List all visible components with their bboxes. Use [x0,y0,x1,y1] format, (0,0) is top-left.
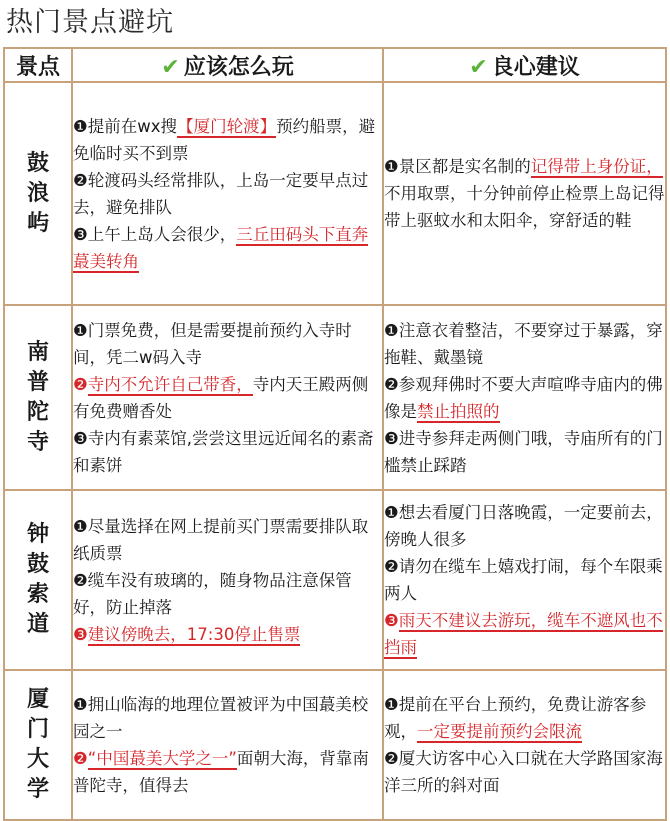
tip-item: ❶提前在平台上预约，免费让游客参观，一定要提前预约会限流 [384,695,647,741]
tip-item: ❸进寺参拜走两侧门哦，寺庙所有的门槛禁止踩踏 [384,428,663,475]
tip-item: ❶门票免费，但是需要提前预约入寺时间，凭二w码入寺 [73,320,352,367]
tip-item: ❶注意衣着整洁，不要穿过于暴露，穿拖鞋、戴墨镜 [384,320,663,367]
table-row [4,490,666,670]
tip-item: ❷厦大访客中心入口就在大学路国家海洋三所的斜对面 [384,749,663,795]
header-advice: ✔ 良心建议 [383,48,666,82]
tip-item: ❸雨天不建议去游玩，缆车不遮风也不挡雨 [384,611,663,657]
tip-item: ❷请勿在缆车上嬉戏打闹，每个车限乘两人 [384,557,663,603]
tip-item: ❸上午上岛人会很少，三丘田码头下直奔蕞美转角 [73,224,369,271]
tip-item: ❸寺内有素菜馆,尝尝这里远近闻名的素斋和素饼 [73,428,374,475]
advice-cell [383,670,666,820]
tip-item: ❶尽量选择在网上提前买门票需要排队取纸质票 [73,516,369,563]
table-row [4,82,666,305]
spot-name: 鼓 浪 屿 [4,82,72,305]
table-row [4,670,666,820]
check-icon: ✔ [469,54,488,80]
how-cell [72,305,383,490]
tip-item: ❷参观拜佛时不要大声喧哗寺庙内的佛像是禁止拍照的 [384,374,663,421]
tip-item: ❷“中国蕞美大学之一”面朝大海，背靠南普陀寺，值得去 [73,749,369,795]
how-cell [72,82,383,305]
tip-item: ❶提前在wx搜【厦门轮渡】预约船票，避免临时买不到票 [73,116,376,163]
tip-item: ❷缆车没有玻璃的，随身物品注意保管好，防止掉落 [73,570,352,617]
advice-cell [383,490,666,670]
check-icon: ✔ [161,54,180,80]
how-cell [72,670,383,820]
table-row [4,305,666,490]
spot-name: 南 普 陀 寺 [4,305,72,490]
tip-item: ❷轮渡码头经常排队，上岛一定要早点过去，避免排队 [73,170,369,217]
header-spot: 景点 [4,48,72,82]
page-title: 热门景点避坑 [6,7,174,38]
advice-cell [383,82,666,305]
attractions-table [3,47,667,821]
spot-name: 钟 鼓 索 道 [4,490,72,670]
tip-item: ❸建议傍晚去，17:30停止售票 [73,624,301,644]
advice-cell [383,305,666,490]
tip-item: ❶景区都是实名制的记得带上身份证，不用取票，十分钟前停止检票上岛记得带上驱蚊水和太阳伞，穿舒适的鞋 [384,157,665,230]
tip-item: ❶拥山临海的地理位置被评为中国蕞美校园之一 [73,695,369,741]
spot-name: 厦 门 大 学 [4,670,72,820]
header-how: ✔ 应该怎么玩 [72,48,383,82]
how-cell [72,490,383,670]
tip-item: ❷寺内不允许自己带香，寺内天王殿两侧有免费赠香处 [73,374,369,421]
header-row [4,48,666,82]
tip-item: ❶想去看厦门日落晚霞，一定要前去，傍晚人很多 [384,503,663,549]
